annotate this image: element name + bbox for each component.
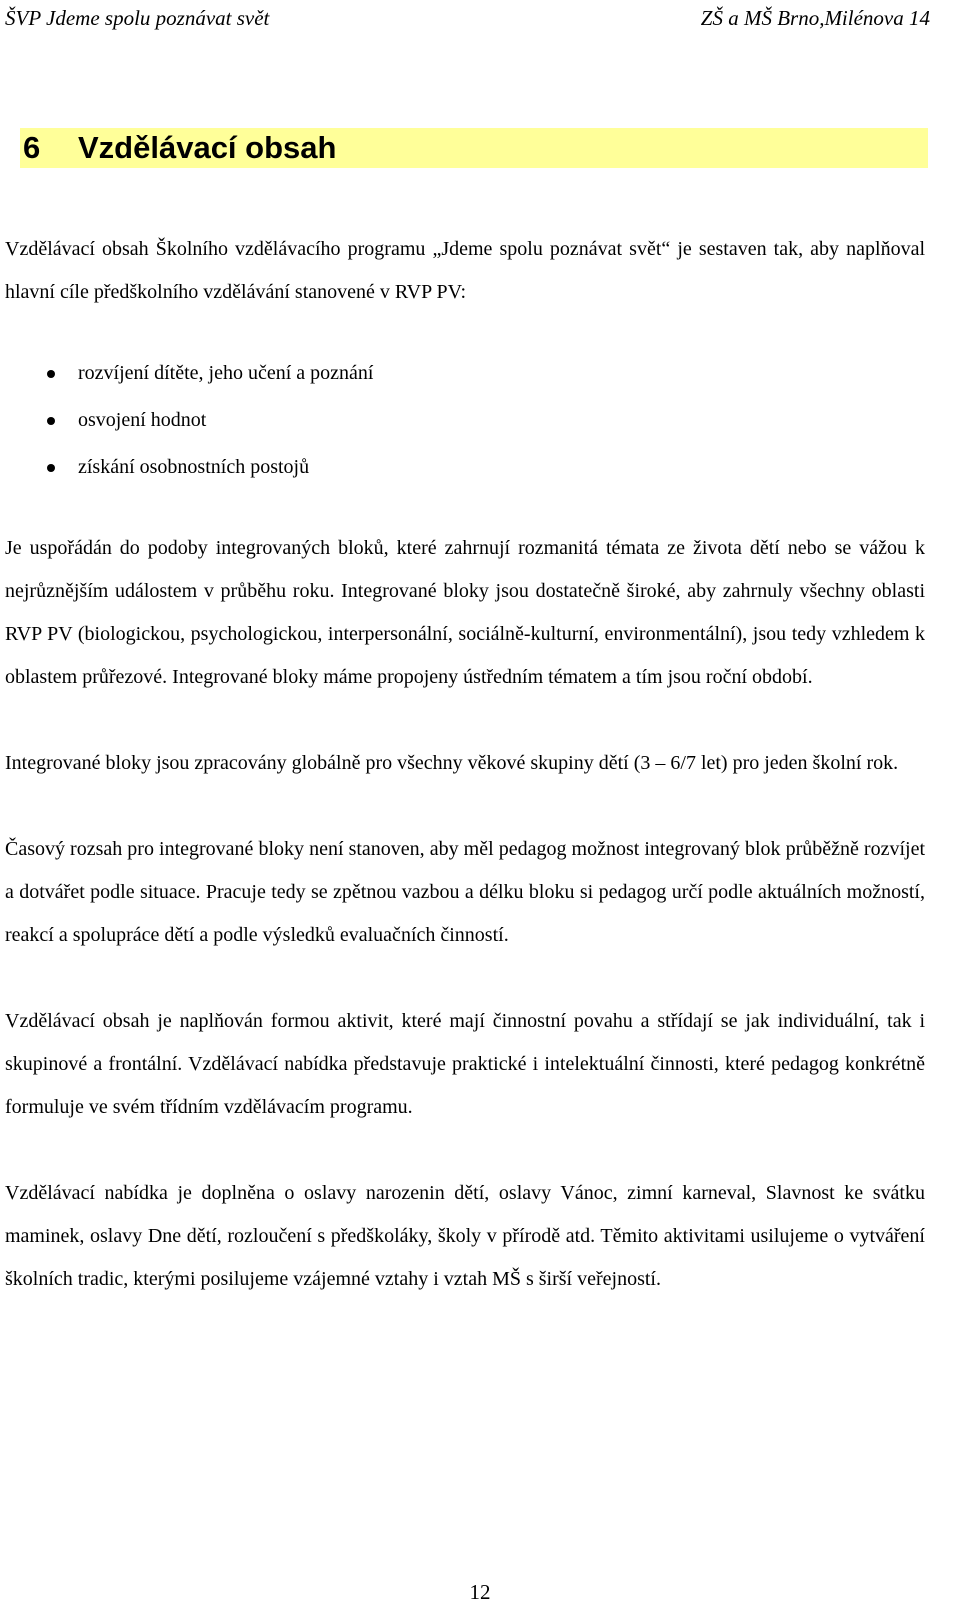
header-school-name: ZŠ a MŠ Brno,Milénova 14 xyxy=(700,6,930,30)
document-body xyxy=(5,228,925,1301)
intro-paragraph: Vzdělávací obsah Školního vzdělávacího programu „Jdeme spolu poznávat svět“ je sestaven tak, aby naplňoval hlavní cíle předškolního vzdělávání stanovené v RVP PV: xyxy=(5,238,925,303)
bullet-icon xyxy=(47,464,55,472)
bullet-icon xyxy=(47,417,55,425)
chapter-title: Vzdělávací obsah xyxy=(78,130,337,165)
paragraph-activities: Vzdělávací obsah je naplňován formou aktivit, které mají činnostní povahu a střídají se jak individuální, tak i skupinové a frontální. Vzdělávací nabídka představuje praktické i intelektuální činnosti, které pedagog konkrétně formuluje ve svém třídním vzdělávacím programu. xyxy=(5,1010,925,1118)
list-item xyxy=(5,444,925,491)
goals-list xyxy=(5,350,925,491)
paragraph-integrated-blocks: Je uspořádán do podoby integrovaných bloků, které zahrnují rozmanitá témata ze života dětí nebo se vážou k nejrůznějším událostem v průběhu roku. Integrované bloky jsou dostatečně široké, aby zahrnuly všechny oblasti RVP PV (biologickou, psychologickou, interpersonální, sociálně-kulturní, environmentální), jsou tedy vzhledem k oblastem průřezové. Integrované bloky máme propojeny ústředním tématem a tím jsou roční období. xyxy=(5,537,925,688)
page-number: 12 xyxy=(469,1580,491,1604)
chapter-number: 6 xyxy=(23,130,41,165)
list-item xyxy=(5,397,925,444)
page-header xyxy=(5,4,930,32)
list-item-text: osvojení hodnot xyxy=(78,409,207,431)
list-item xyxy=(5,350,925,397)
paragraph-time-range: Časový rozsah pro integrované bloky není stanoven, aby měl pedagog možnost integrovaný blok průběžně rozvíjet a dotvářet podle situace. Pracuje tedy se zpětnou vazbou a délku bloku si pedagog určí podle aktuálních možností, reakcí a spolupráce dětí a podle výsledků evaluačních činností. xyxy=(5,838,925,946)
header-document-title: ŠVP Jdeme spolu poznávat svět xyxy=(5,6,270,30)
paragraph-age-groups: Integrované bloky jsou zpracovány globálně pro všechny věkové skupiny dětí (3 – 6/7 let) pro jeden školní rok. xyxy=(5,752,899,774)
chapter-heading xyxy=(20,128,928,168)
bullet-icon xyxy=(47,370,55,378)
paragraph-celebrations: Vzdělávací nabídka je doplněna o oslavy narozenin dětí, oslavy Vánoc, zimní karneval, Slavnost ke svátku maminek, oslavy Dne dětí, rozloučení s předškoláky, školy v přírodě atd. Těmito aktivitami usilujeme o vytváření školních tradic, kterými posilujeme vzájemné vztahy i vztah MŠ s širší veřejností. xyxy=(5,1182,925,1290)
list-item-text: získání osobnostních postojů xyxy=(78,456,310,478)
list-item-text: rozvíjení dítěte, jeho učení a poznání xyxy=(78,362,374,384)
